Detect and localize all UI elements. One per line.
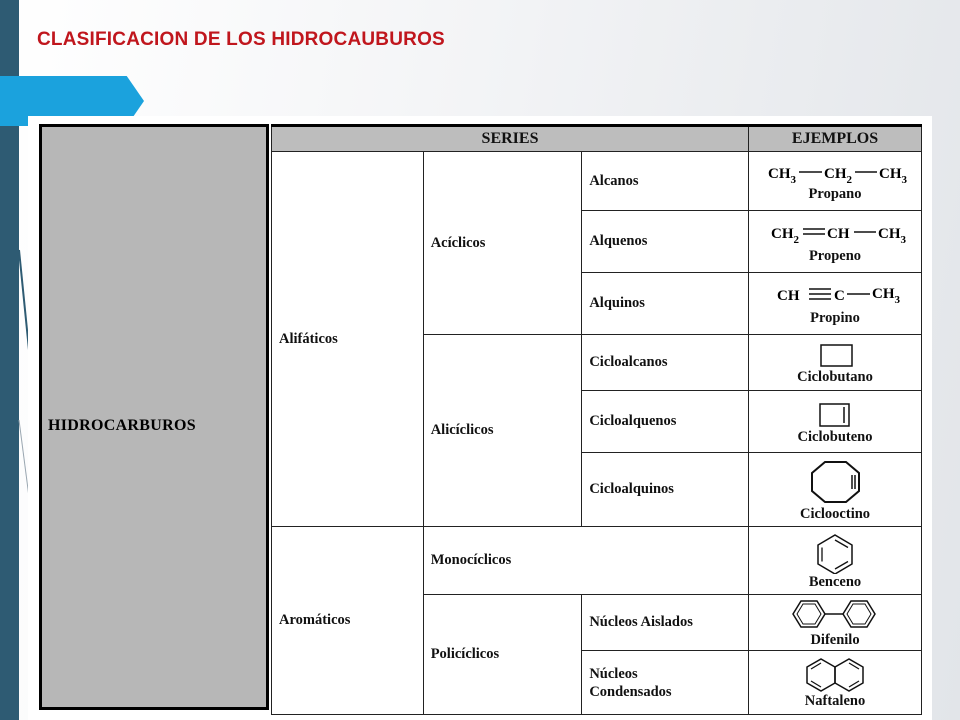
example-ciclobutano: [749, 335, 922, 391]
series-cicloalquenos: Cicloalquenos: [582, 391, 749, 453]
cyclooctyne-icon: [755, 458, 915, 506]
svg-text:CH3: $CH_3$: [878, 225, 906, 246]
svg-text:CH3: $CH_3$: [872, 285, 900, 306]
svg-text:CH3: $CH_3$: [879, 166, 907, 186]
example-name: Benceno: [808, 573, 862, 590]
series-alquinos: Alquinos: [582, 273, 749, 335]
series-table: [271, 124, 922, 715]
group-aromaticos: Aromáticos: [272, 527, 424, 715]
example-naftaleno: [749, 651, 922, 715]
group-aliciclicos: Alicíclicos: [423, 335, 582, 527]
propyne-formula-icon: [755, 282, 915, 310]
example-propano: [749, 152, 922, 211]
example-name: Ciclobuteno: [797, 428, 873, 445]
series-alcanos: Alcanos: [582, 152, 749, 211]
table-row: [272, 527, 922, 595]
biphenyl-icon: [755, 598, 915, 632]
series-nucleos-condensados: [582, 651, 749, 715]
example-name: Propano: [808, 186, 862, 202]
series-line: Condensados: [589, 683, 672, 700]
examples-header: EJEMPLOS: [749, 126, 922, 152]
naphthalene-icon: [755, 657, 915, 693]
series-nucleos-aislados: Núcleos Aislados: [582, 595, 749, 651]
svg-text:CH: CH: [777, 287, 800, 304]
example-name: Ciclooctino: [799, 505, 871, 522]
group-monociclicos: Monocíclicos: [423, 527, 748, 595]
root-label: HIDROCARBUROS: [48, 417, 196, 434]
table-row: [272, 152, 922, 211]
svg-text:CH2: $CH_2$: [824, 166, 852, 186]
svg-text:CH3: $CH_3$: [768, 166, 796, 186]
classification-table: [28, 116, 932, 720]
example-ciclobuteno: [749, 391, 922, 453]
group-policiclicos: Policíclicos: [423, 595, 582, 715]
svg-text:C: C: [834, 287, 845, 304]
slide-title: CLASIFICACION DE LOS HIDROCAUBUROS: [37, 29, 445, 50]
svg-text:CH2: $CH_2$: [771, 225, 799, 246]
propene-formula-icon: [755, 220, 915, 248]
example-name: Naftaleno: [804, 692, 866, 709]
series-alquenos: Alquenos: [582, 211, 749, 273]
example-propino: [749, 273, 922, 335]
series-cicloalcanos: Cicloalcanos: [582, 335, 749, 391]
example-ciclooctino: [749, 453, 922, 527]
root-panel: [39, 124, 269, 710]
example-name: Difenilo: [810, 631, 860, 648]
example-propeno: [749, 211, 922, 273]
benzene-icon: [755, 532, 915, 574]
cyclobutene-icon: [755, 399, 915, 429]
svg-text:CH: CH: [827, 225, 850, 242]
series-header: SERIES: [272, 126, 749, 152]
example-name: Propino: [810, 309, 860, 326]
cyclobutane-icon: [755, 341, 915, 369]
example-name: Propeno: [808, 247, 862, 264]
example-difenilo: [749, 595, 922, 651]
group-aciclicos: Acíclicos: [423, 152, 582, 335]
series-cicloalquinos: Cicloalquinos: [582, 453, 749, 527]
example-name: Ciclobutano: [797, 368, 873, 385]
group-alifaticos: Alifáticos: [272, 152, 424, 527]
series-line: Núcleos: [589, 665, 638, 682]
header-row: [272, 126, 922, 152]
example-benceno: [749, 527, 922, 595]
propane-formula-icon: [755, 160, 915, 186]
